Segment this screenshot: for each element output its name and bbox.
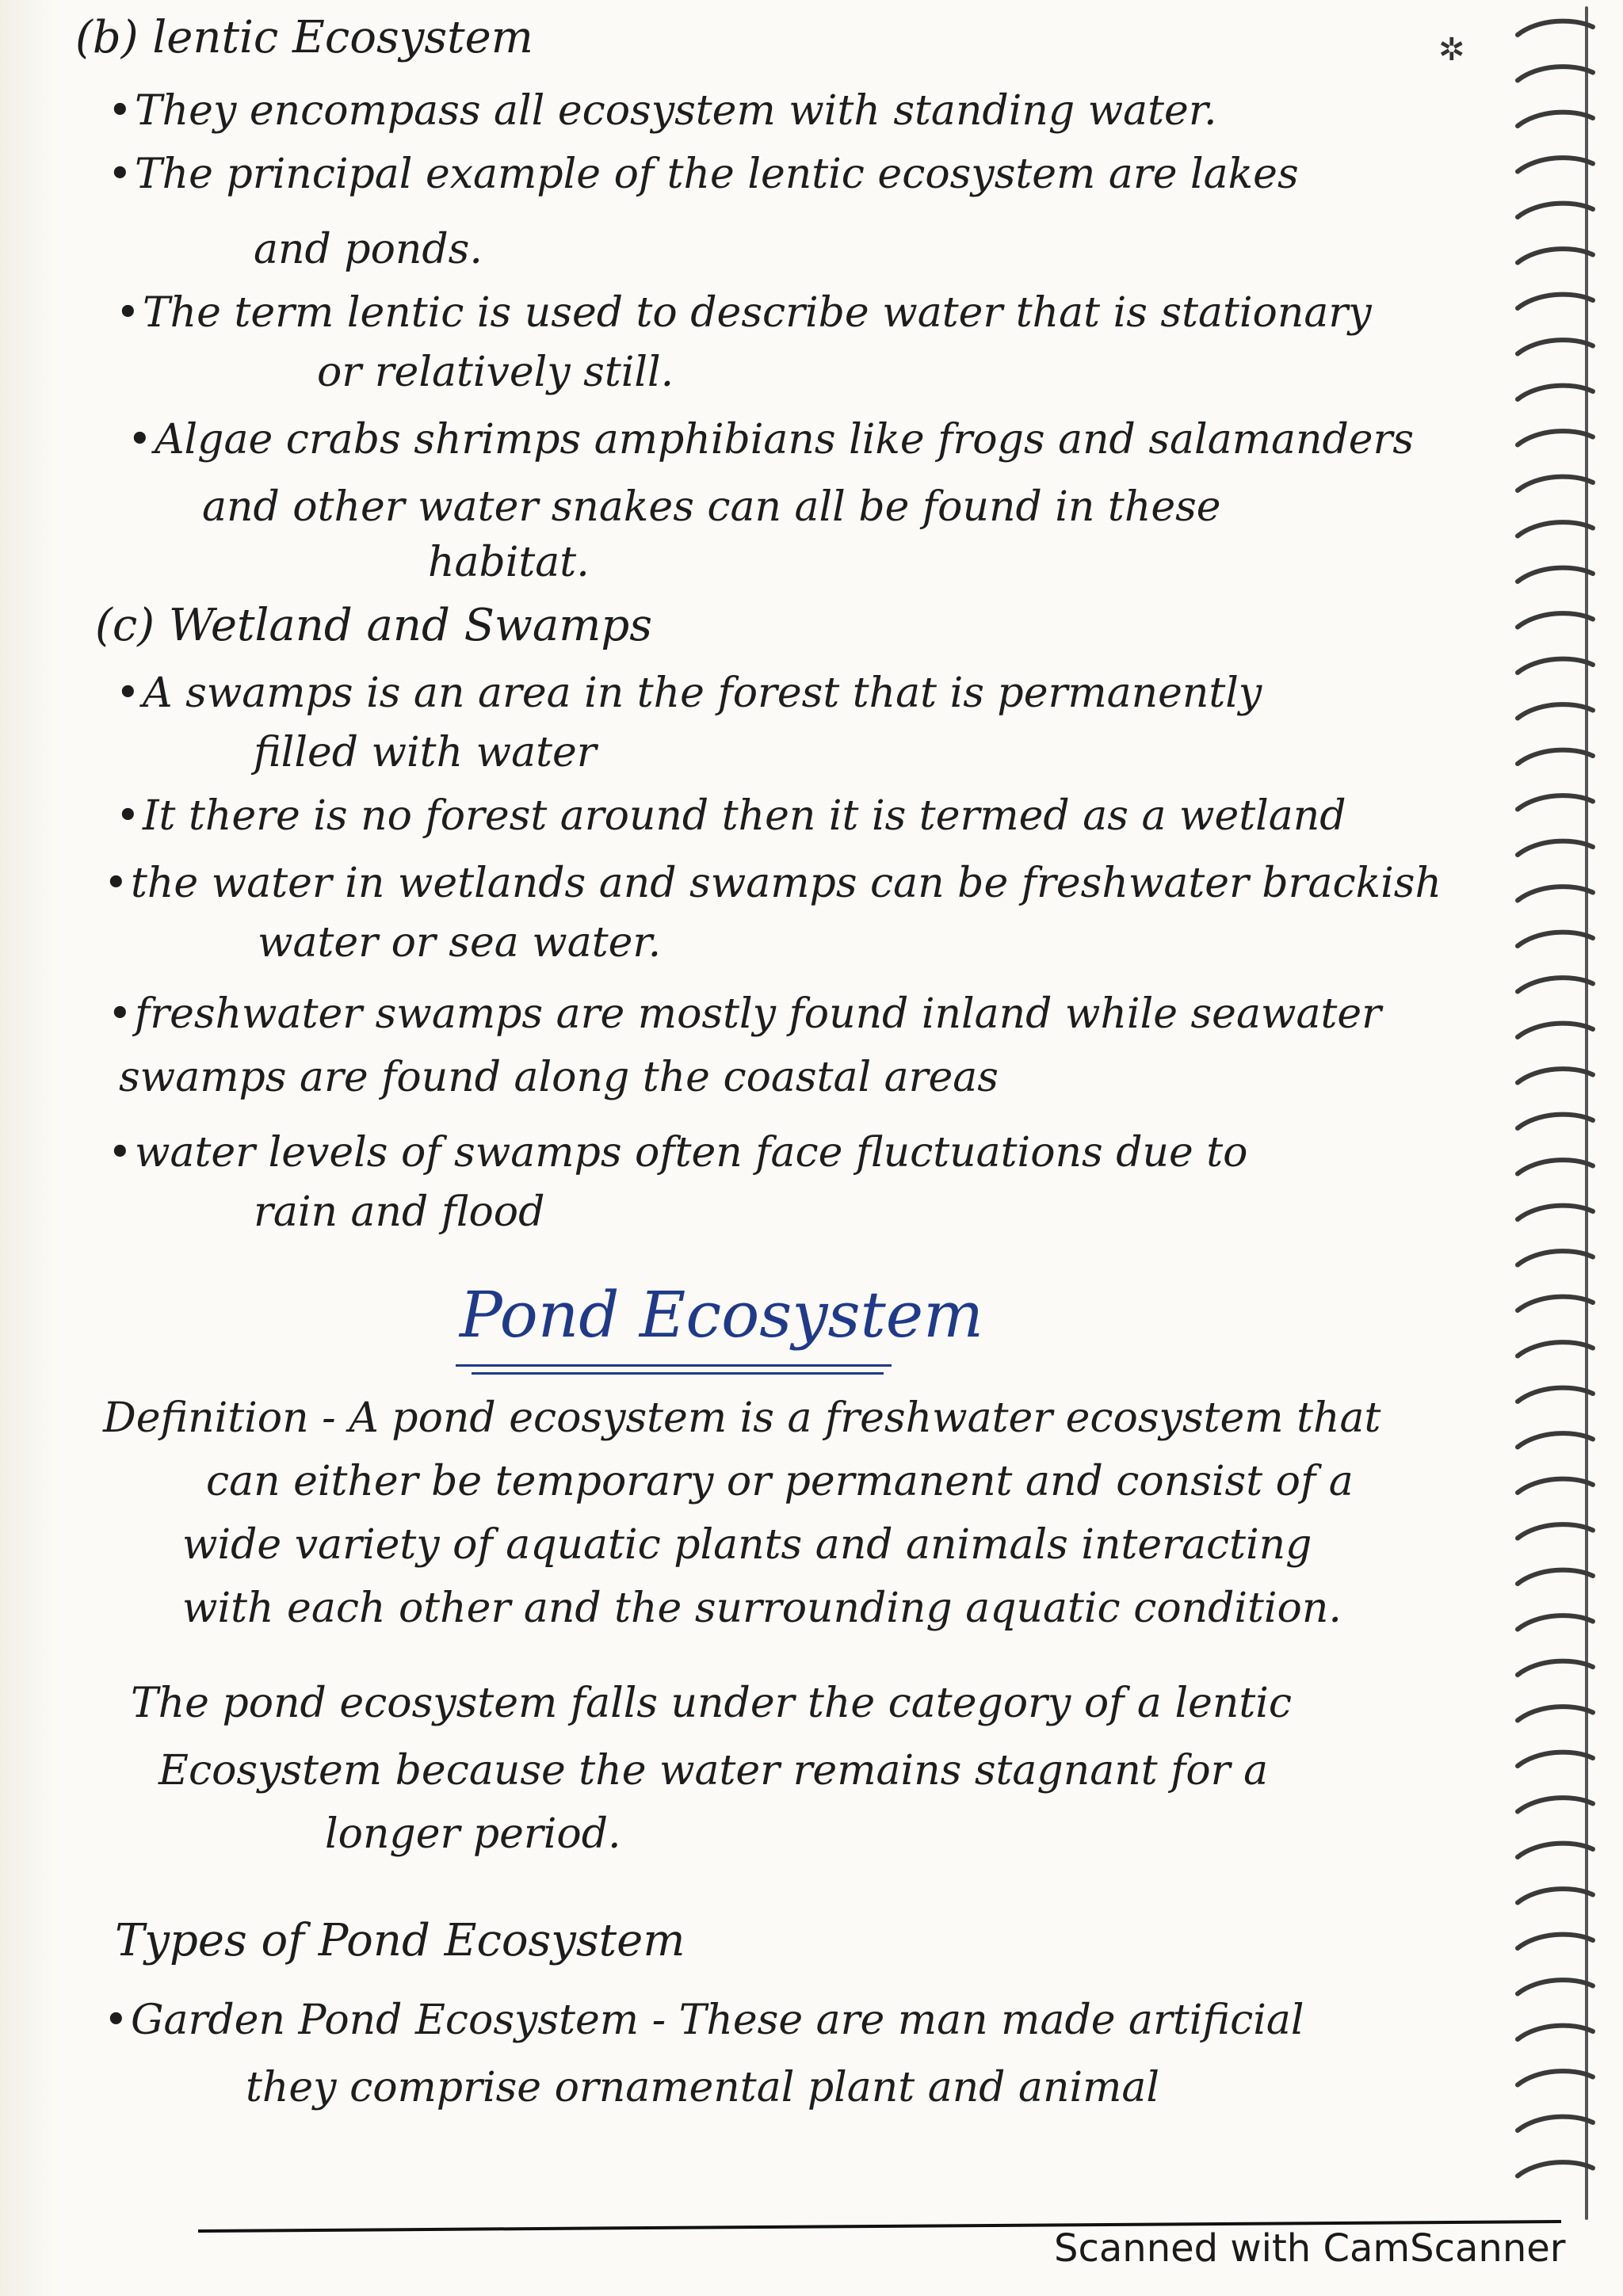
spiral-ring: [1518, 1479, 1593, 1493]
spiral-ring: [1518, 158, 1593, 171]
types-line-2: they comprise ornamental plant and animal: [246, 2064, 1160, 2111]
section-b-line-2: • The principal example of the lentic ecosystem are lakes: [135, 151, 1299, 198]
category-line-2: Ecosystem because the water remains stagnant for a: [158, 1747, 1269, 1794]
spiral-ring: [1518, 1069, 1593, 1082]
spiral-ring: [1518, 704, 1593, 718]
title-underline-second: [472, 1372, 884, 1375]
section-b-line-1: • They encompass all ecosystem with standing water.: [135, 87, 1217, 135]
spiral-ring: [1518, 1844, 1593, 1857]
spiral-ring: [1518, 113, 1593, 126]
spiral-ring: [1518, 1388, 1593, 1402]
spiral-ring: [1518, 386, 1593, 399]
spiral-ring: [1518, 1342, 1593, 1356]
section-c-line-5: water or sea water.: [258, 919, 662, 967]
spiral-ring: [1518, 750, 1593, 764]
spiral-ring: [1518, 477, 1593, 490]
spiral-ring: [1518, 1753, 1593, 1766]
section-c-line-7: swamps are found along the coastal areas: [119, 1054, 999, 1101]
spiral-ring: [1518, 887, 1593, 900]
spiral-ring: [1518, 1115, 1593, 1128]
section-b-line-5: or relatively still.: [317, 349, 674, 396]
types-heading: Types of Pond Ecosystem: [115, 1915, 685, 1966]
spiral-ring: [1518, 1889, 1593, 1902]
page-margin: [0, 0, 55, 2296]
section-c-line-6: • freshwater swamps are mostly found inland while seawater: [135, 990, 1381, 1038]
section-c-line-2: filled with water: [254, 729, 597, 776]
section-c-line-3: • It there is no forest around then it is termed as a wetland: [143, 792, 1346, 840]
section-b-heading: (b) lentic Ecosystem: [75, 12, 533, 63]
spiral-ring: [1518, 2071, 1593, 2084]
spiral-ring: [1518, 1935, 1593, 1948]
spiral-ring: [1518, 568, 1593, 582]
section-c-line-1: • A swamps is an area in the forest that is permanently: [143, 669, 1262, 717]
spiral-ring: [1518, 295, 1593, 308]
spiral-ring: [1518, 21, 1593, 35]
star-mark: ✲: [1438, 32, 1465, 68]
spiral-ring: [1518, 1251, 1593, 1264]
section-b-line-3: and ponds.: [254, 226, 483, 273]
section-b-line-6: • Algae crabs shrimps amphibians like frogs and salamanders: [155, 416, 1414, 463]
section-b-line-7: and other water snakes can all be found in these: [202, 483, 1221, 531]
spiral-ring: [1518, 522, 1593, 536]
section-c-line-4: • the water in wetlands and swamps can be freshwater brackish: [131, 860, 1442, 907]
spiral-ring: [1518, 1615, 1593, 1629]
camscanner-watermark: Scanned with CamScanner: [1054, 2226, 1566, 2271]
spiral-ring: [1518, 249, 1593, 262]
spiral-ring: [1518, 204, 1593, 217]
spiral-ring: [1518, 659, 1593, 673]
spiral-ring: [1518, 1206, 1593, 1219]
section-c-line-9: rain and flood: [254, 1188, 545, 1236]
section-b-line-4: • The term lentic is used to describe water that is stationary: [143, 289, 1372, 337]
spiral-ring: [1518, 1433, 1593, 1447]
section-c-heading: (c) Wetland and Swamps: [95, 600, 652, 651]
title-underline: [456, 1364, 892, 1367]
definition-line-4: with each other and the surrounding aquatic condition.: [182, 1585, 1342, 1632]
spiral-ring: [1518, 1980, 1593, 1993]
spiral-ring: [1518, 1297, 1593, 1310]
spiral-ring: [1518, 1024, 1593, 1037]
section-b-line-8: habitat.: [428, 539, 590, 586]
spiral-ring: [1518, 67, 1593, 80]
spiral-ring: [1518, 2117, 1593, 2130]
spiral-ring: [1518, 795, 1593, 809]
spiral-ring: [1518, 1661, 1593, 1675]
spiral-ring: [1518, 1570, 1593, 1584]
spiral-ring: [1518, 1707, 1593, 1720]
spiral-ring: [1518, 2026, 1593, 2039]
spiral-ring: [1518, 2162, 1593, 2176]
spiral-ring: [1518, 431, 1593, 444]
section-c-line-8: • water levels of swamps often face fluctuations due to: [135, 1129, 1247, 1177]
spiral-ring: [1518, 978, 1593, 991]
spiral-ring: [1518, 841, 1593, 855]
spiral-ring: [1518, 1160, 1593, 1173]
spiral-ring: [1518, 340, 1593, 353]
category-line-1: The pond ecosystem falls under the category of a lentic: [131, 1680, 1292, 1727]
spiral-ring: [1518, 1524, 1593, 1538]
definition-line-1: Definition - A pond ecosystem is a freshwater ecosystem that: [103, 1394, 1381, 1442]
category-line-3: longer period.: [325, 1810, 621, 1858]
definition-line-3: wide variety of aquatic plants and animals interacting: [182, 1521, 1312, 1569]
spiral-ring: [1518, 1798, 1593, 1811]
definition-line-2: can either be temporary or permanent and consist of a: [206, 1458, 1354, 1505]
spiral-ring: [1518, 613, 1593, 627]
pond-ecosystem-title: Pond Ecosystem: [460, 1278, 983, 1352]
types-line-1: • Garden Pond Ecosystem - These are man made artificial: [131, 1997, 1304, 2044]
spiral-ring: [1518, 933, 1593, 946]
